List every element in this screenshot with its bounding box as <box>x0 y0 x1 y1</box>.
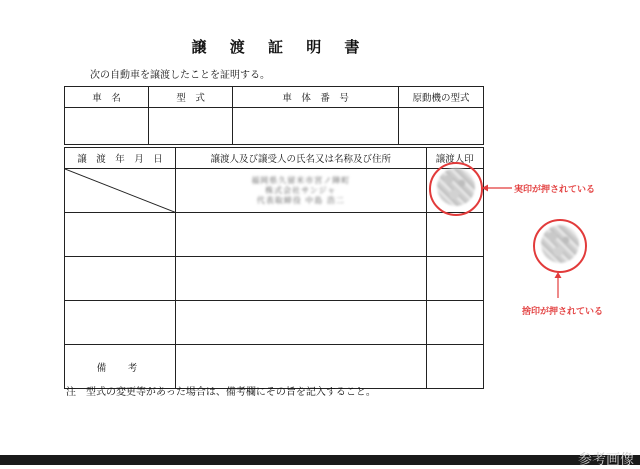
blurred-line-2: 株式会社サンジャ <box>265 185 337 195</box>
cell-date-row-4 <box>65 301 176 345</box>
cell-date-row-3 <box>65 257 176 301</box>
cell-seal-row-4 <box>426 301 484 345</box>
cell-info-row-3 <box>176 257 426 301</box>
arrow-up-icon <box>553 272 563 298</box>
blurred-line-1: 福岡県久留米市宮ノ陣町 <box>251 175 351 185</box>
remarks-label-cell <box>65 345 176 389</box>
real-seal-annotation: 実印が押されている <box>514 185 596 195</box>
header-engine-model: 原動機の型式 <box>399 87 484 108</box>
cell-date-diagonal <box>65 169 176 213</box>
cell-chassis-number <box>233 108 399 145</box>
cell-transferor-info <box>176 169 426 213</box>
intro-text: 次の自動車を譲渡したことを証明する。 <box>90 70 270 81</box>
header-chassis-number: 車 体 番 号 <box>233 87 399 108</box>
footnote: 注 型式の変更等があった場合は、備考欄にその旨を記入すること。 <box>66 387 376 398</box>
header-transferor-seal: 譲渡人印 <box>426 148 484 169</box>
cell-seal-row-2 <box>426 213 484 257</box>
remarks-label: 備 考 <box>96 362 144 374</box>
header-transfer-date: 譲 渡 年 月 日 <box>65 148 176 169</box>
real-seal-highlight-ring <box>429 162 483 216</box>
remarks-content-cell <box>176 345 426 389</box>
blurred-line-3: 代表取締役 中島 浩二 <box>256 195 345 205</box>
diagonal-line <box>65 169 177 213</box>
cell-car-name <box>65 108 149 145</box>
document-title: 譲 渡 証 明 書 <box>191 38 369 56</box>
transfer-table <box>64 147 484 389</box>
cell-engine-model <box>399 108 484 145</box>
arrow-left-icon <box>482 183 512 193</box>
header-names-addresses: 譲渡人及び譲受人の氏名又は名称及び住所 <box>176 148 426 169</box>
bottom-bar <box>0 455 640 465</box>
cell-info-row-4 <box>176 301 426 345</box>
cell-date-row-2 <box>65 213 176 257</box>
remarks-seal-cell <box>426 345 484 389</box>
cell-seal-row-3 <box>426 257 484 301</box>
header-car-name: 車 名 <box>65 87 149 108</box>
vehicle-table <box>64 86 484 145</box>
reference-image-label: 参考画像 <box>578 452 634 468</box>
cell-model <box>149 108 233 145</box>
cell-info-row-2 <box>176 213 426 257</box>
discard-seal-highlight-ring <box>533 219 587 273</box>
header-model: 型 式 <box>149 87 233 108</box>
discard-seal-annotation: 捨印が押されている <box>522 307 604 317</box>
